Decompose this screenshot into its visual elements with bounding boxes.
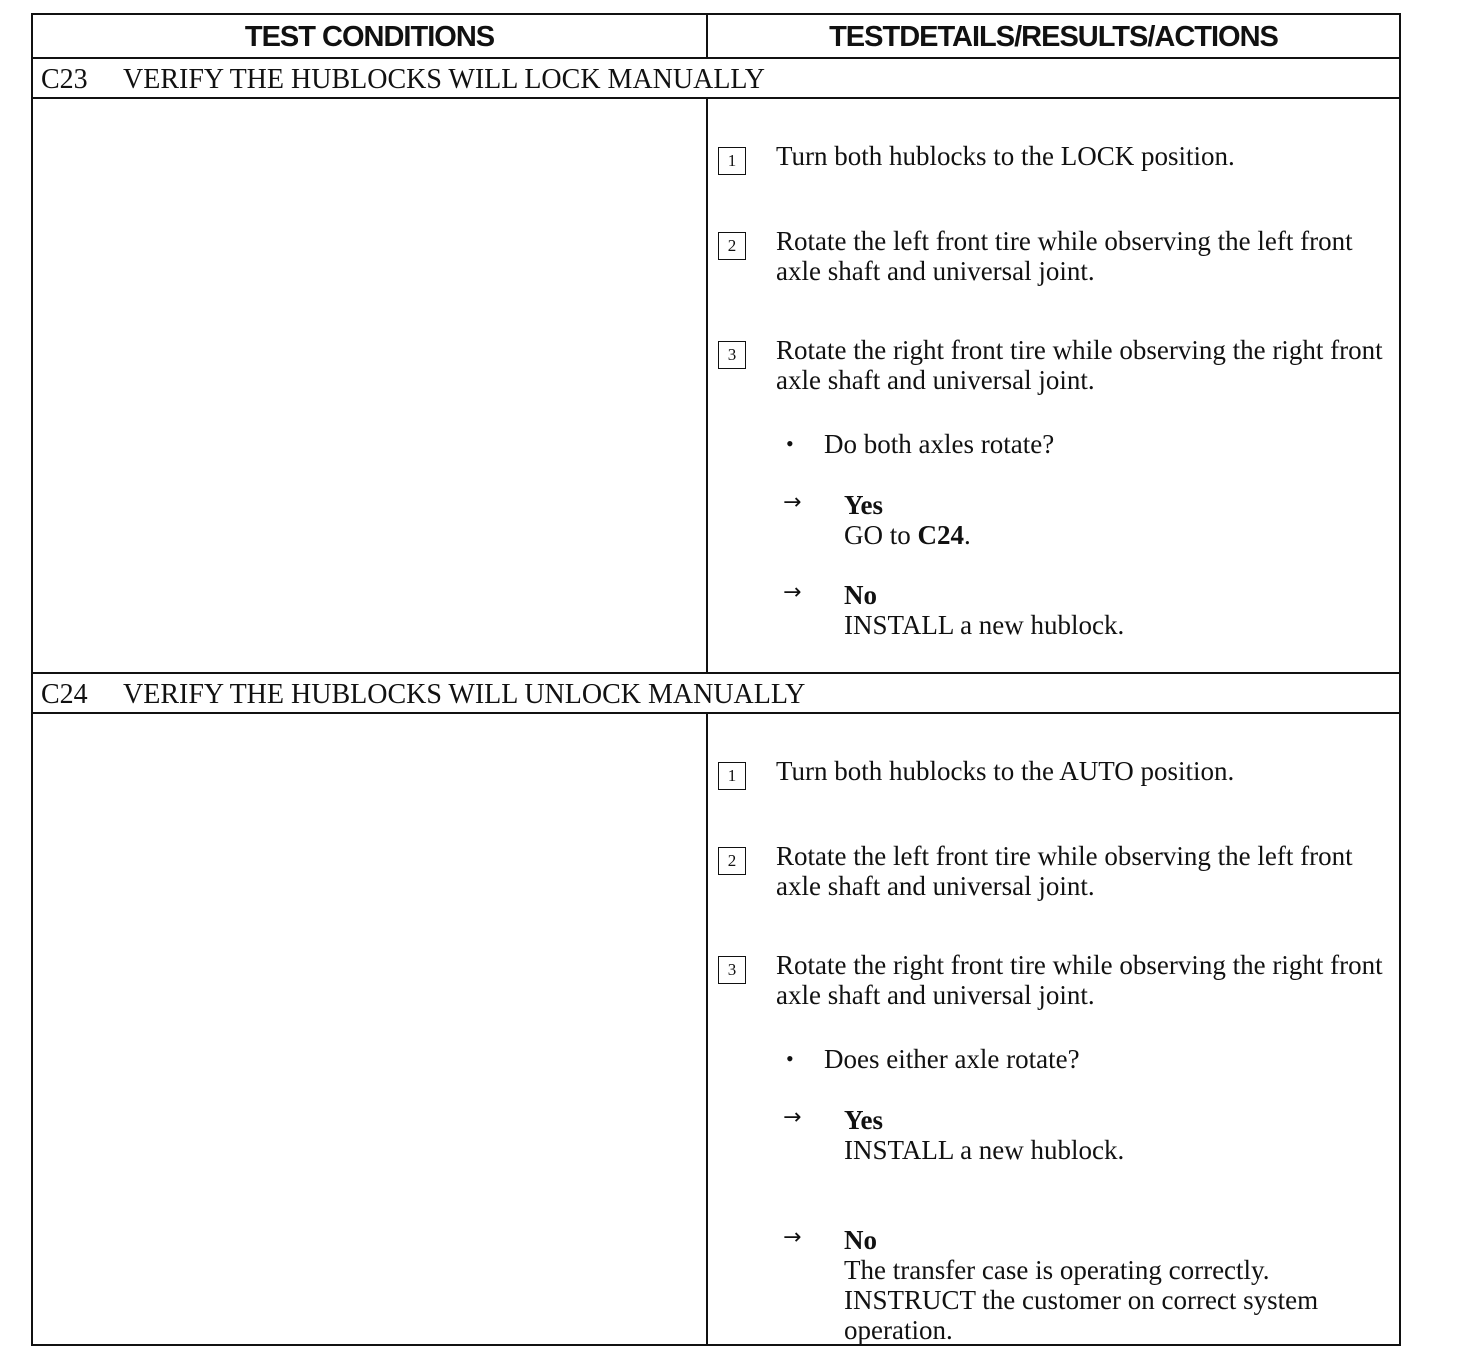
section-body-c23 — [33, 99, 1399, 672]
step-text: Rotate the left front tire while observing the left front axle shaft and universal joint. — [776, 841, 1353, 901]
arrow-right-icon: → — [783, 490, 802, 515]
header-test-conditions: TEST CONDITIONS — [33, 15, 708, 57]
test-details-cell — [708, 99, 1399, 672]
yes-result: INSTALL a new hublock. — [844, 1135, 1125, 1165]
step-text: Rotate the right front tire while observing the right front axle shaft and universal joint. — [776, 950, 1383, 1010]
step-number-box: 2 — [718, 847, 746, 875]
step-number-box: 1 — [718, 762, 746, 790]
table-header — [33, 15, 1399, 59]
diagnostic-table — [31, 13, 1401, 1346]
step-text: Turn both hublocks to the LOCK position. — [776, 141, 1235, 171]
step-text: Turn both hublocks to the AUTO position. — [776, 756, 1235, 786]
step-text: Rotate the right front tire while observing the right front axle shaft and universal joint. — [776, 335, 1383, 395]
result-suffix: . — [964, 520, 971, 550]
bullet-icon: • — [786, 431, 794, 456]
arrow-right-icon: → — [783, 1225, 802, 1250]
result-reference: C24 — [917, 520, 964, 550]
section-title-text: VERIFY THE HUBLOCKS WILL UNLOCK MANUALLY — [123, 679, 806, 710]
step-number-box: 3 — [718, 956, 746, 984]
no-result: INSTALL a new hublock. — [844, 610, 1125, 640]
arrow-right-icon: → — [783, 580, 802, 605]
result-prefix: GO to — [844, 520, 918, 550]
step-number-box: 2 — [718, 232, 746, 260]
yes-result — [844, 520, 1379, 550]
section-title-c24 — [33, 674, 1399, 714]
no-label: No — [844, 1225, 877, 1255]
no-result: The transfer case is operating correctly. INSTRUCT the customer on correct system operation. — [844, 1255, 1319, 1345]
question-text: Do both axles rotate? — [824, 429, 1055, 459]
question-text: Does either axle rotate? — [824, 1044, 1080, 1074]
test-conditions-cell — [33, 99, 708, 672]
step-number-box: 3 — [718, 341, 746, 369]
arrow-right-icon: → — [783, 1105, 802, 1130]
step-number-box: 1 — [718, 147, 746, 175]
yes-label: Yes — [844, 1105, 883, 1135]
header-test-details: TESTDETAILS/RESULTS/ACTIONS — [829, 21, 1278, 53]
bullet-icon: • — [786, 1046, 794, 1071]
test-details-cell — [708, 714, 1399, 1344]
step-text: Rotate the left front tire while observing the left front axle shaft and universal joint. — [776, 226, 1353, 286]
section-title-c23 — [33, 59, 1399, 99]
yes-label: Yes — [844, 490, 883, 520]
section-code: C23 — [41, 64, 88, 95]
section-body-c24 — [33, 714, 1399, 1344]
test-conditions-cell — [33, 714, 708, 1344]
section-code: C24 — [41, 679, 88, 710]
no-label: No — [844, 580, 877, 610]
section-title-text: VERIFY THE HUBLOCKS WILL LOCK MANUALLY — [123, 64, 765, 95]
